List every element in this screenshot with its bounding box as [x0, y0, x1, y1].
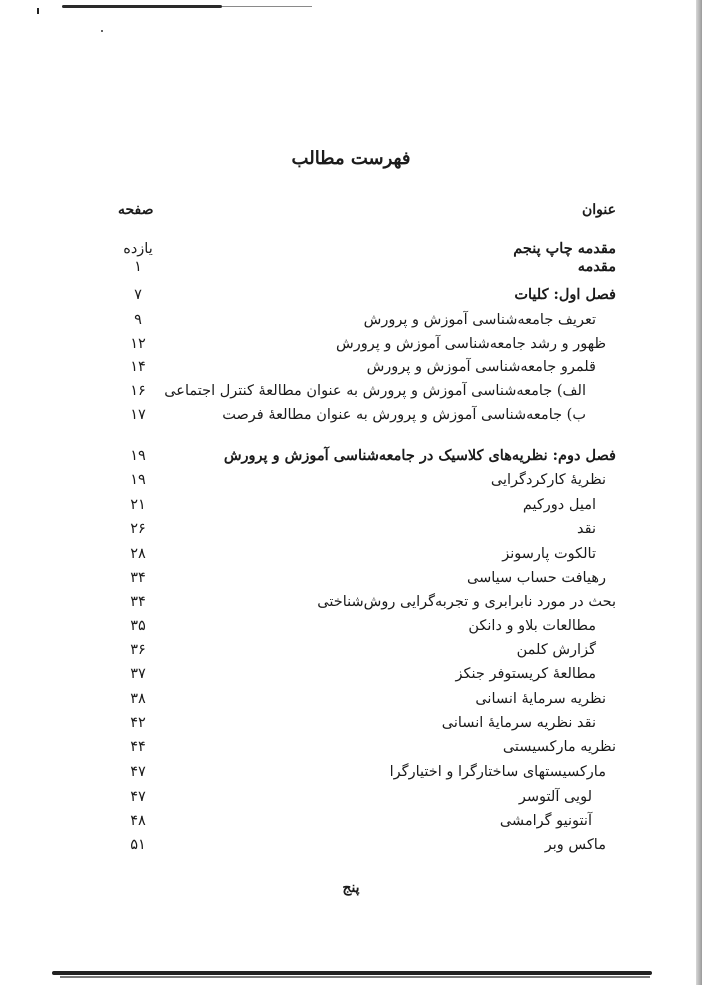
toc-entry: [0, 494, 702, 516]
toc-entry: [0, 309, 702, 331]
toc-entry-page: ۲۶: [130, 521, 146, 537]
toc-entry-label: مارکسیستهای ساختارگرا و اختیارگرا: [389, 764, 606, 780]
toc-entry: [0, 761, 702, 783]
toc-entry: [0, 567, 702, 589]
toc-entry: [0, 688, 702, 710]
toc-entry-page: ۲۸: [130, 546, 146, 562]
toc-entry-label: نقد نظریه سرمایهٔ انسانی: [441, 715, 596, 731]
toc-entry-label: گزارش کلمن: [516, 642, 596, 658]
toc-entry-label: قلمرو جامعه‌شناسی آموزش و پرورش: [366, 359, 596, 375]
toc-entry-page: ۱۴: [130, 359, 146, 375]
toc-entry: [0, 834, 702, 856]
toc-entry-page: ۴۲: [130, 715, 146, 731]
toc-entry-page: ۴۴: [130, 739, 146, 755]
toc-entry: [0, 469, 702, 491]
page-title: فهرست مطالب: [291, 148, 411, 169]
toc-entry-label: مقدمه: [577, 258, 616, 275]
toc-entry-label: فصل اول: کلیات: [514, 286, 616, 303]
toc-entry: [0, 663, 702, 685]
scan-mark-top-thin: [222, 6, 312, 7]
toc-entry-page: ۳۶: [130, 642, 146, 658]
toc-entry-page: ۳۴: [130, 570, 146, 586]
toc-entry-page: ۵۱: [130, 837, 146, 853]
scan-mark-bottom: [52, 971, 652, 975]
toc-entry-label: ب) جامعه‌شناسی آموزش و پرورش به عنوان مطالعهٔ فرصت: [222, 407, 586, 423]
toc-entry: [0, 810, 702, 832]
toc-entry: [0, 591, 702, 613]
toc-entry-page: ۳۷: [130, 666, 146, 682]
toc-chapter: [0, 445, 702, 467]
toc-entry: [0, 543, 702, 565]
toc-entry: [0, 786, 702, 808]
page-number: پنج: [342, 880, 360, 896]
toc-entry-label: رهیافت حساب سیاسی: [467, 570, 606, 586]
toc-entry-page: ۱۷: [130, 407, 146, 423]
toc-entry-label: تعریف جامعه‌شناسی آموزش و پرورش: [363, 312, 596, 328]
toc-entry: [0, 333, 702, 355]
toc-entry-label: لویی آلتوسر: [518, 789, 592, 805]
scan-mark-top: [62, 5, 222, 8]
toc-entry-label: مطالعهٔ کریستوفر جنکز: [455, 666, 596, 682]
toc-entry-label: ظهور و رشد جامعه‌شناسی آموزش و پرورش: [336, 336, 606, 352]
toc-entry-label: نظریهٔ کارکردگرایی: [490, 472, 606, 488]
toc-entry-label: الف) جامعه‌شناسی آموزش و پرورش به عنوان مطالعهٔ کنترل اجتماعی: [164, 383, 586, 399]
toc-entry: [0, 639, 702, 661]
toc-entry-label: مقدمه چاپ پنجم: [513, 240, 616, 257]
column-header-title: عنوان: [582, 202, 616, 218]
toc-entry-label: ماکس وبر: [544, 837, 606, 853]
toc-entry-page: ۱۹: [130, 448, 146, 464]
toc-entry-label: امیل دورکیم: [522, 497, 596, 513]
scan-mark-bottom-thin: [60, 976, 650, 978]
toc-entry-page: ۹: [134, 312, 142, 328]
toc-entry-page: ۲۱: [130, 497, 146, 513]
toc-entry: [0, 380, 702, 402]
toc-entry: [0, 736, 702, 758]
scan-speck: [37, 8, 39, 14]
toc-entry-label: مطالعات بلاو و دانکن: [468, 618, 596, 634]
toc-entry-label: بحث در مورد نابرابری و تجربه‌گرایی روش‌شناختی: [317, 594, 616, 610]
toc-entry-label: نقد: [577, 521, 596, 537]
toc-entry: [0, 615, 702, 637]
toc-entry-page: ۱۲: [130, 336, 146, 352]
toc-entry-page: ۳۸: [130, 691, 146, 707]
toc-entry-label: فصل دوم: نظریه‌های کلاسیک در جامعه‌شناسی آموزش و پرورش: [223, 447, 616, 464]
scan-speck: [101, 30, 103, 32]
toc-entry-page: ۱: [134, 259, 142, 275]
toc-entry: [0, 256, 702, 278]
toc-entry-page: ۴۸: [130, 813, 146, 829]
toc-entry-page: ۳۴: [130, 594, 146, 610]
toc-entry-label: آنتونیو گرامشی: [499, 813, 592, 829]
toc-entry: [0, 404, 702, 426]
toc-entry-page: ۷: [134, 287, 142, 303]
toc-entry-page: ۴۷: [130, 789, 146, 805]
toc-entry: [0, 712, 702, 734]
toc-entry-page: ۱۶: [130, 383, 146, 399]
toc-entry-page: یازده: [123, 241, 153, 257]
toc-entry: [0, 356, 702, 378]
toc-entry-label: نظریه مارکسیستی: [502, 739, 616, 755]
toc-entry: [0, 518, 702, 540]
toc-entry-label: نظریه سرمایهٔ انسانی: [475, 691, 606, 707]
column-header-page: صفحه: [118, 202, 154, 218]
toc-entry-page: ۳۵: [130, 618, 146, 634]
toc-entry-label: تالکوت پارسونز: [502, 546, 596, 562]
toc-chapter: [0, 284, 702, 306]
toc-entry-page: ۱۹: [130, 472, 146, 488]
toc-entry-page: ۴۷: [130, 764, 146, 780]
